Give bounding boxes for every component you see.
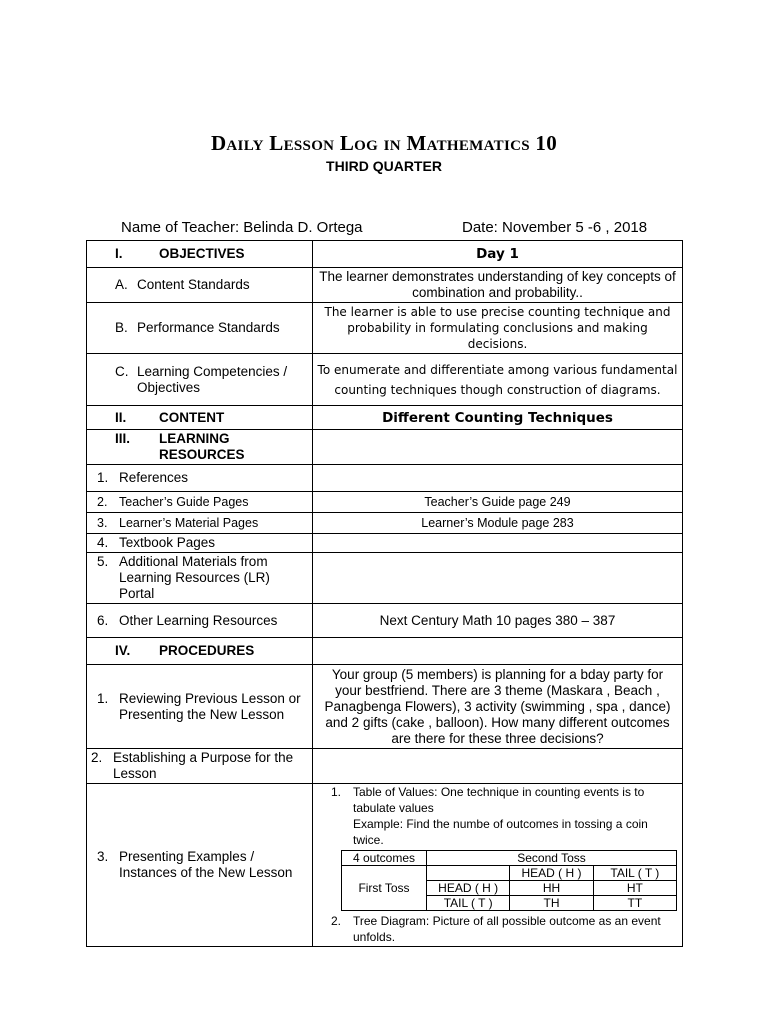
table-corner: 4 outcomes [342,851,427,866]
resource-label: Learner’s Material Pages [119,516,259,530]
coin-toss-table [341,850,677,911]
procedure-row: 3. Presenting Examples / Instances of the New Lesson 1. Table of Values: One technique in counting events is to tabulate values Example: Find the numbe of outcomes in tossing a coin twice. 4 outcomes Second Toss First Toss HEAD ( H ) TAIL ( T ) HEAD ( H ) HH HT TAIL ( T ) TH TT 2. Tree Diagram: Picture of all possible outcome as an event unfolds. [87,784,683,947]
table-cell: TH [510,896,593,911]
learning-resources-heading: LEARNING RESOURCES [159,431,245,462]
teacher-name: Name of Teacher: Belinda D. Ortega [121,219,363,236]
document-subtitle: THIRD QUARTER [326,158,442,174]
objectives-header-row [87,241,683,268]
resource-label: Other Learning Resources [119,612,278,628]
content-standards-label: Content Standards [137,277,250,292]
row-tail: TAIL ( T ) [427,896,510,911]
procedure-label: Reviewing Previous Lesson or Presenting the New Lesson [119,690,301,722]
procedures-heading: PROCEDURES [159,643,255,658]
resource-label: Textbook Pages [119,535,216,550]
procedure-label: Establishing a Purpose for the Lesson [113,750,294,781]
second-toss-header: Second Toss [427,851,677,866]
learning-competencies-label: Learning Competencies / Objectives [137,363,288,395]
resource-value: Teacher’s Guide page 249 [313,492,683,513]
procedure-value [313,749,683,784]
learning-competencies-row: C. Learning Competencies / Objectives To enumerate and differentiate among various fundamental counting techniques though construction of diagrams. [87,354,683,406]
resource-label: References [119,470,189,485]
resource-value [313,553,683,604]
content-standards-value: The learner demonstrates understanding of key concepts of combination and probability.. [313,268,683,303]
col-head: HEAD ( H ) [510,866,593,881]
learning-competencies-value: To enumerate and differentiate among various fundamental counting techniques though construction of diagrams. [313,354,683,406]
first-toss-header: First Toss [342,866,427,911]
procedure-row: 2. Establishing a Purpose for the Lesson [87,749,683,784]
examples-cell [313,784,683,947]
performance-standards-label: Performance Standards [137,320,280,335]
content-heading: CONTENT [159,409,225,425]
example-item: 2. Tree Diagram: Picture of all possible outcome as an event unfolds. [317,913,678,945]
day-heading: Day 1 [313,241,683,268]
example-subtext: Example: Find the numbe of outcomes in tossing a coin twice. [353,817,648,847]
resource-value: Next Century Math 10 pages 380 – 387 [313,604,683,638]
procedures-row: IV. PROCEDURES [87,638,683,665]
performance-standards-value: The learner is able to use precise counting technique and probability in formulating conclusions and making decisions. [313,303,683,354]
resource-value: Learner’s Module page 283 [313,513,683,534]
resource-row: 5. Additional Materials from Learning Resources (LR) Portal [87,553,683,604]
procedure-value: Your group (5 members) is planning for a bday party for your bestfriend. There are 3 theme (Maskara , Beach , Panagbenga Flowers), 3 activity (swimming , spa , dance) and 2 gifts (cake , balloon). How many different outcomes are there for these three decisions? [313,665,683,749]
col-tail: TAIL ( T ) [593,866,676,881]
resource-label: Additional Materials from Learning Resources (LR) Portal [119,554,270,601]
row-head: HEAD ( H ) [427,881,510,896]
lesson-log-table [86,240,683,947]
example-item: 1. Table of Values: One technique in counting events is to tabulate values Example: Find the numbe of outcomes in tossing a coin twice. [317,784,678,848]
resource-row: 2. Teacher’s Guide Pages Teacher’s Guide page 249 [87,492,683,513]
document-title: Daily Lesson Log in Mathematics 10 [210,131,558,155]
resource-row: 6. Other Learning Resources Next Century Math 10 pages 380 – 387 [87,604,683,638]
example-text: Table of Values: One technique in counting events is to tabulate values [353,785,645,815]
table-cell: HT [593,881,676,896]
table-cell: HH [510,881,593,896]
content-standards-row: A. Content Standards The learner demonstrates understanding of key concepts of combination and probability.. [87,268,683,303]
resource-row: 4. Textbook Pages [87,534,683,553]
resource-row: 3. Learner’s Material Pages Learner’s Module page 283 [87,513,683,534]
content-value: Different Counting Techniques [313,406,683,430]
example-text: Tree Diagram: Picture of all possible outcome as an event unfolds. [353,914,661,944]
resource-row: 1. References [87,465,683,492]
resource-label: Teacher’s Guide Pages [119,495,249,509]
resource-value [313,534,683,553]
table-cell: TT [593,896,676,911]
performance-standards-row: B. Performance Standards The learner is able to use precise counting technique and probability in formulating conclusions and making decisions. [87,303,683,354]
procedure-row: 1. Reviewing Previous Lesson or Presenting the New Lesson Your group (5 members) is planning for a bday party for your bestfriend. There are 3 theme (Maskara , Beach , Panagbenga Flowers), 3 activity (swimming , spa , dance) and 2 gifts (cake , balloon). How many different outcomes are there for these three decisions? [87,665,683,749]
objectives-num: I. [115,246,123,261]
objectives-heading: OBJECTIVES [159,246,245,261]
content-row: II. CONTENT Different Counting Techniques [87,406,683,430]
procedure-label: Presenting Examples / Instances of the New Lesson [119,849,293,880]
learning-resources-row: III. LEARNING RESOURCES [87,430,683,465]
resource-value [313,465,683,492]
lesson-date: Date: November 5 -6 , 2018 [462,219,648,236]
